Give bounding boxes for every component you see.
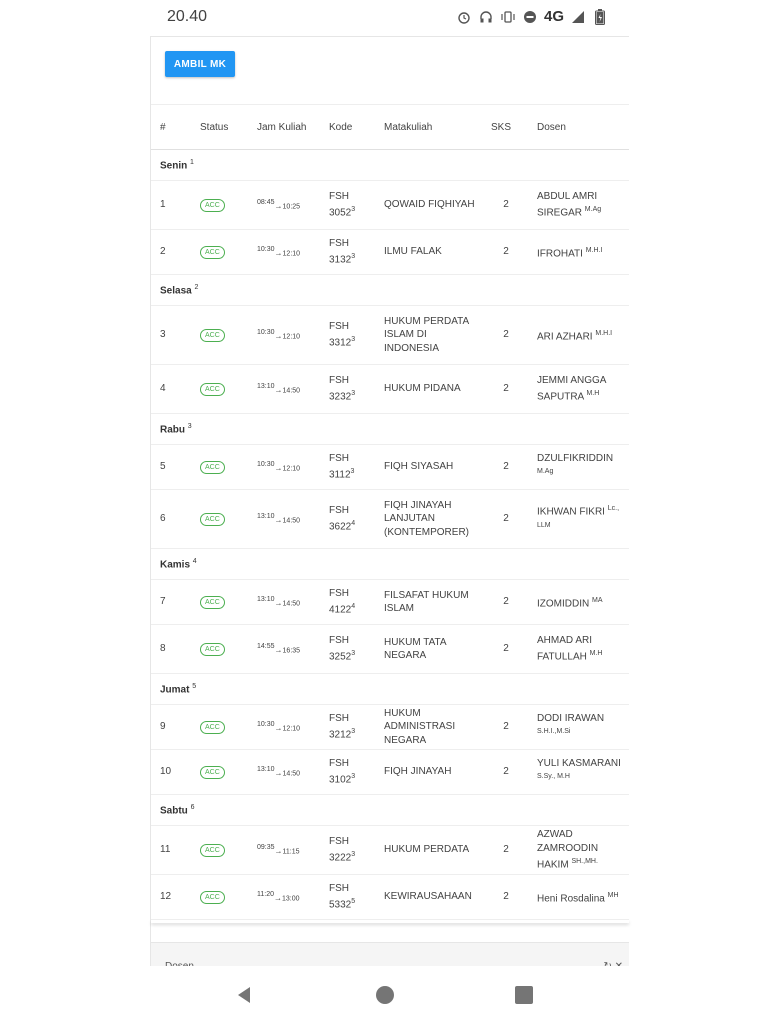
status-cell xyxy=(200,490,225,548)
acc-badge: ACC xyxy=(200,246,225,259)
kode-sup: 3 xyxy=(351,390,356,398)
dosen-cell xyxy=(537,306,627,364)
dosen-cell xyxy=(537,230,627,274)
status-cell xyxy=(200,580,225,624)
kode-cell xyxy=(329,875,355,919)
time-cell xyxy=(257,625,307,673)
arrow-right-icon: → xyxy=(274,893,282,903)
header-no: # xyxy=(160,121,166,133)
headphones-icon xyxy=(478,9,494,25)
status-cell xyxy=(200,306,225,364)
dosen-title: S.H.I.,M.Si xyxy=(537,728,571,736)
dosen-title: S.Sy., M.H xyxy=(537,773,570,781)
row-number: 6 xyxy=(160,513,166,525)
time-start: 13:10 xyxy=(257,596,275,604)
kode-sup: 3 xyxy=(351,336,356,344)
sks-cell: 2 xyxy=(503,246,509,258)
day-label: Rabu $^3$ xyxy=(160,423,192,436)
alarm-icon xyxy=(456,9,472,25)
table-row[interactable] xyxy=(151,490,629,549)
row-number: 3 xyxy=(160,329,166,341)
matakuliah-cell: FIQH JINAYAH LANJUTAN (KONTEMPORER) xyxy=(384,499,469,538)
matakuliah-cell: FIQH JINAYAH xyxy=(384,766,452,778)
time-end: 12:10 xyxy=(282,465,301,473)
table-row[interactable] xyxy=(151,445,629,490)
dosen-title: SH.,MH. xyxy=(571,858,598,866)
dosen-title: M.H.I xyxy=(585,246,603,254)
dosen-name: AZWAD ZAMROODIN HAKIM xyxy=(537,829,599,871)
dosen-name: Heni Rosdalina xyxy=(537,892,605,904)
recents-button[interactable] xyxy=(509,980,539,1010)
status-cell xyxy=(200,445,225,489)
kode-prefix: FSH xyxy=(329,587,349,599)
kode-cell xyxy=(329,365,355,413)
table-row[interactable] xyxy=(151,705,629,750)
status-cell xyxy=(200,365,225,413)
table-header xyxy=(151,104,629,150)
time-cell xyxy=(257,580,307,624)
arrow-right-icon: → xyxy=(274,768,283,778)
time-cell xyxy=(257,445,307,489)
recents-square-icon xyxy=(514,985,534,1005)
time-start: 10:30 xyxy=(257,329,275,337)
time-start: 13:10 xyxy=(257,513,275,521)
kode-cell xyxy=(329,826,355,874)
kode-number: 3252 xyxy=(329,651,352,663)
day-count: 1 xyxy=(190,159,194,166)
row-number: 2 xyxy=(160,246,166,258)
header-dosen: Dosen xyxy=(537,121,566,133)
dosen-cell xyxy=(537,580,627,624)
acc-badge: ACC xyxy=(200,383,225,396)
matakuliah-cell: ILMU FALAK xyxy=(384,246,442,258)
dosen-cell xyxy=(537,365,627,413)
kode-number: 3212 xyxy=(329,729,352,741)
kode-prefix: FSH xyxy=(329,452,349,464)
sks-cell: 2 xyxy=(503,513,509,525)
time-start: 11:20 xyxy=(257,891,274,899)
dosen-name: JEMMI ANGGA SAPUTRA xyxy=(537,374,606,403)
time-cell xyxy=(257,490,307,548)
dosen-title: M.H xyxy=(586,390,600,398)
time-cell xyxy=(257,365,307,413)
arrow-right-icon: → xyxy=(274,463,283,473)
kode-prefix: FSH xyxy=(329,634,349,646)
sks-cell: 2 xyxy=(503,844,509,856)
dosen-name: YULI KASMARANI xyxy=(537,757,621,769)
time-end: 13:00 xyxy=(282,895,300,903)
time-end: 14:50 xyxy=(282,600,301,608)
home-button[interactable] xyxy=(370,980,400,1010)
kode-cell xyxy=(329,580,355,624)
table-row[interactable] xyxy=(151,625,629,674)
signal-icon xyxy=(570,9,586,25)
time-end: 12:10 xyxy=(282,333,301,341)
kode-number: 3622 xyxy=(329,521,352,533)
time-start: 13:10 xyxy=(257,383,275,391)
time-end: 11:15 xyxy=(282,848,300,856)
kode-sup: 4 xyxy=(351,603,356,611)
arrow-right-icon: → xyxy=(274,723,283,733)
acc-badge: ACC xyxy=(200,643,225,656)
time-start: 14:55 xyxy=(257,643,275,651)
time-end: 14:50 xyxy=(282,517,301,525)
row-number: 7 xyxy=(160,596,166,608)
matakuliah-cell: HUKUM ADMINISTRASI NEGARA xyxy=(384,707,456,746)
sks-cell: 2 xyxy=(503,199,509,211)
dosen-name: DODI IRAWAN xyxy=(537,712,605,724)
dosen-cell xyxy=(537,875,627,919)
kode-number: 3222 xyxy=(329,852,352,864)
kode-cell xyxy=(329,705,355,749)
kode-number: 3112 xyxy=(329,469,351,481)
header-sks: SKS xyxy=(491,121,512,133)
kode-cell xyxy=(329,625,355,673)
matakuliah-cell: FIQH SIYASAH xyxy=(384,461,454,473)
kode-number: 3132 xyxy=(329,254,352,266)
table-row[interactable] xyxy=(151,365,629,414)
arrow-right-icon: → xyxy=(274,598,283,608)
table-bottom-shadow xyxy=(151,920,629,923)
kode-prefix: FSH xyxy=(329,237,349,249)
acc-badge: ACC xyxy=(200,199,225,212)
kode-cell xyxy=(329,230,355,274)
time-start: 10:30 xyxy=(257,721,275,729)
status-time: 20.40 xyxy=(167,8,208,25)
row-number: 5 xyxy=(160,461,166,473)
table-row[interactable] xyxy=(151,750,629,795)
day-group-row xyxy=(151,549,629,580)
matakuliah-cell: HUKUM TATA NEGARA xyxy=(384,636,447,661)
day-label: Senin $^1$ xyxy=(160,159,194,172)
arrow-right-icon: → xyxy=(274,515,283,525)
kode-sup: 3 xyxy=(351,650,356,658)
kode-cell xyxy=(329,490,355,548)
dosen-name: DZULFIKRIDDIN xyxy=(537,452,614,464)
time-end: 10:25 xyxy=(282,203,301,211)
dosen-title: M.H xyxy=(589,650,603,658)
dosen-cell xyxy=(537,625,627,673)
time-cell xyxy=(257,306,307,364)
time-cell xyxy=(257,181,307,229)
dosen-name: ABDUL AMRI SIREGAR xyxy=(537,190,598,219)
dosen-cell xyxy=(537,826,627,874)
row-number: 12 xyxy=(160,891,172,903)
time-cell xyxy=(257,875,307,919)
day-group-row xyxy=(151,275,629,306)
header-matakuliah: Matakuliah xyxy=(384,121,433,133)
kode-prefix: FSH xyxy=(329,190,349,202)
time-end: 16:35 xyxy=(282,647,301,655)
header-status: Status xyxy=(200,121,229,133)
day-count: 3 xyxy=(187,423,192,430)
acc-badge: ACC xyxy=(200,329,225,342)
matakuliah-cell: FILSAFAT HUKUM ISLAM xyxy=(384,589,469,614)
row-number: 1 xyxy=(160,199,166,211)
kode-prefix: FSH xyxy=(329,712,349,724)
kode-sup: 3 xyxy=(350,468,355,476)
status-cell xyxy=(200,181,225,229)
page-content xyxy=(150,36,629,966)
dosen-title: MA xyxy=(592,596,603,604)
acc-badge: ACC xyxy=(200,461,225,474)
dosen-name: IFROHATI xyxy=(537,247,583,259)
day-count: 5 xyxy=(192,683,197,690)
acc-badge: ACC xyxy=(200,891,225,904)
network-type: 4G xyxy=(543,8,564,25)
header-jam-kuliah: Jam Kuliah xyxy=(257,121,307,133)
time-start: 10:30 xyxy=(257,246,275,254)
matakuliah-cell: HUKUM PERDATA ISLAM DI INDONESIA xyxy=(384,315,469,354)
time-end: 12:10 xyxy=(282,250,301,258)
kode-sup: 3 xyxy=(351,773,356,781)
do-not-disturb-icon xyxy=(522,9,538,25)
dosen-cell xyxy=(537,750,627,794)
kode-cell xyxy=(329,306,355,364)
time-start: 08:45 xyxy=(257,199,275,207)
kode-number: 5332 xyxy=(329,899,352,911)
kode-cell xyxy=(329,445,354,489)
navigation-bar xyxy=(0,966,768,1024)
kode-cell xyxy=(329,181,355,229)
status-cell xyxy=(200,625,225,673)
dosen-title: M.H.I xyxy=(595,329,613,337)
day-group-row xyxy=(151,150,629,181)
kode-prefix: FSH xyxy=(329,882,349,894)
time-cell xyxy=(257,750,307,794)
arrow-right-icon: → xyxy=(274,846,283,856)
arrow-right-icon: → xyxy=(274,331,283,341)
dosen-cell xyxy=(537,181,627,229)
time-cell xyxy=(257,826,307,874)
acc-badge: ACC xyxy=(200,766,225,779)
kode-prefix: FSH xyxy=(329,374,349,386)
table-row[interactable] xyxy=(151,580,629,625)
time-end: 14:50 xyxy=(282,770,301,778)
time-start: 10:30 xyxy=(257,461,275,469)
dosen-cell xyxy=(537,705,627,749)
schedule-table xyxy=(151,104,629,923)
dosen-name: AHMAD ARI FATULLAH xyxy=(537,634,593,663)
row-number: 10 xyxy=(160,766,172,778)
kode-prefix: FSH xyxy=(329,757,349,769)
day-label: Kamis $^4$ xyxy=(160,558,197,571)
row-number: 4 xyxy=(160,383,166,395)
time-end: 12:10 xyxy=(282,725,301,733)
kode-sup: 5 xyxy=(351,898,356,906)
status-cell xyxy=(200,875,225,919)
kode-prefix: FSH xyxy=(329,835,349,847)
kode-prefix: FSH xyxy=(329,504,349,516)
acc-badge: ACC xyxy=(200,844,225,857)
battery-icon xyxy=(592,9,608,25)
sks-cell: 2 xyxy=(503,643,509,655)
day-group-row xyxy=(151,674,629,705)
dosen-name: ARI AZHARI xyxy=(537,330,593,342)
sks-cell: 2 xyxy=(503,766,509,778)
kode-number: 4122 xyxy=(329,604,352,616)
matakuliah-cell: QOWAID FIQHIYAH xyxy=(384,199,475,211)
row-number: 9 xyxy=(160,721,166,733)
kode-sup: 3 xyxy=(351,253,356,261)
sks-cell: 2 xyxy=(503,891,509,903)
kode-sup: 3 xyxy=(351,206,356,214)
acc-badge: ACC xyxy=(200,513,225,526)
ambil-mk-button[interactable]: AMBIL MK xyxy=(165,51,235,77)
arrow-right-icon: → xyxy=(274,385,283,395)
sks-cell: 2 xyxy=(503,383,509,395)
back-button[interactable] xyxy=(229,980,259,1010)
arrow-right-icon: → xyxy=(274,248,283,258)
status-cell xyxy=(200,750,225,794)
table-row[interactable] xyxy=(151,306,629,365)
kode-number: 3102 xyxy=(329,774,352,786)
day-group-row xyxy=(151,795,629,826)
matakuliah-cell: KEWIRAUSAHAAN xyxy=(384,891,472,903)
table-row[interactable] xyxy=(151,181,629,230)
acc-badge: ACC xyxy=(200,721,225,734)
sks-cell: 2 xyxy=(503,329,509,341)
dosen-name: IKHWAN FIKRI xyxy=(537,506,605,518)
kode-cell xyxy=(329,750,355,794)
time-cell xyxy=(257,705,307,749)
day-count: 2 xyxy=(194,284,199,291)
dosen-name: IZOMIDDIN xyxy=(537,597,590,609)
sks-cell: 2 xyxy=(503,461,509,473)
day-count: 4 xyxy=(192,558,197,565)
kode-number: 3312 xyxy=(329,337,352,349)
home-circle-icon xyxy=(375,985,395,1005)
kode-prefix: FSH xyxy=(329,320,349,332)
arrow-right-icon: → xyxy=(274,201,283,211)
table-row[interactable] xyxy=(151,875,629,920)
time-end: 14:50 xyxy=(282,387,301,395)
divider xyxy=(151,36,629,37)
vibrate-icon xyxy=(500,9,516,25)
time-start: 09:35 xyxy=(257,844,275,852)
dosen-cell xyxy=(537,490,627,548)
table-body xyxy=(151,150,629,920)
acc-badge: ACC xyxy=(200,596,225,609)
table-row[interactable] xyxy=(151,230,629,275)
sks-cell: 2 xyxy=(503,596,509,608)
day-label: Jumat $^5$ xyxy=(160,683,197,696)
dosen-title: M.Ag xyxy=(537,468,554,476)
kode-number: 3232 xyxy=(329,391,352,403)
arrow-right-icon: → xyxy=(274,645,283,655)
kode-number: 3052 xyxy=(329,207,352,219)
kode-sup: 3 xyxy=(351,851,356,859)
day-group-row xyxy=(151,414,629,445)
sks-cell: 2 xyxy=(503,721,509,733)
matakuliah-cell: HUKUM PIDANA xyxy=(384,383,461,395)
dosen-title: M.Ag xyxy=(584,206,602,214)
header-kode: Kode xyxy=(329,121,353,133)
kode-sup: 4 xyxy=(351,520,356,528)
table-row[interactable] xyxy=(151,826,629,875)
day-label: Sabtu $^6$ xyxy=(160,804,195,817)
matakuliah-cell: HUKUM PERDATA xyxy=(384,844,470,856)
kode-sup: 3 xyxy=(351,728,356,736)
status-cell xyxy=(200,705,225,749)
status-cell xyxy=(200,230,225,274)
dosen-cell xyxy=(537,445,627,489)
dosen-title: Lc., LLM xyxy=(537,505,620,529)
time-start: 13:10 xyxy=(257,766,275,774)
day-count: 6 xyxy=(190,804,195,811)
row-number: 8 xyxy=(160,643,166,655)
status-icons xyxy=(456,8,608,25)
day-label: Selasa $^2$ xyxy=(160,284,199,297)
time-cell xyxy=(257,230,307,274)
dosen-title: MH xyxy=(607,891,619,899)
row-number: 11 xyxy=(160,844,171,856)
status-cell xyxy=(200,826,225,874)
status-bar xyxy=(0,0,768,36)
back-triangle-icon xyxy=(234,985,254,1005)
